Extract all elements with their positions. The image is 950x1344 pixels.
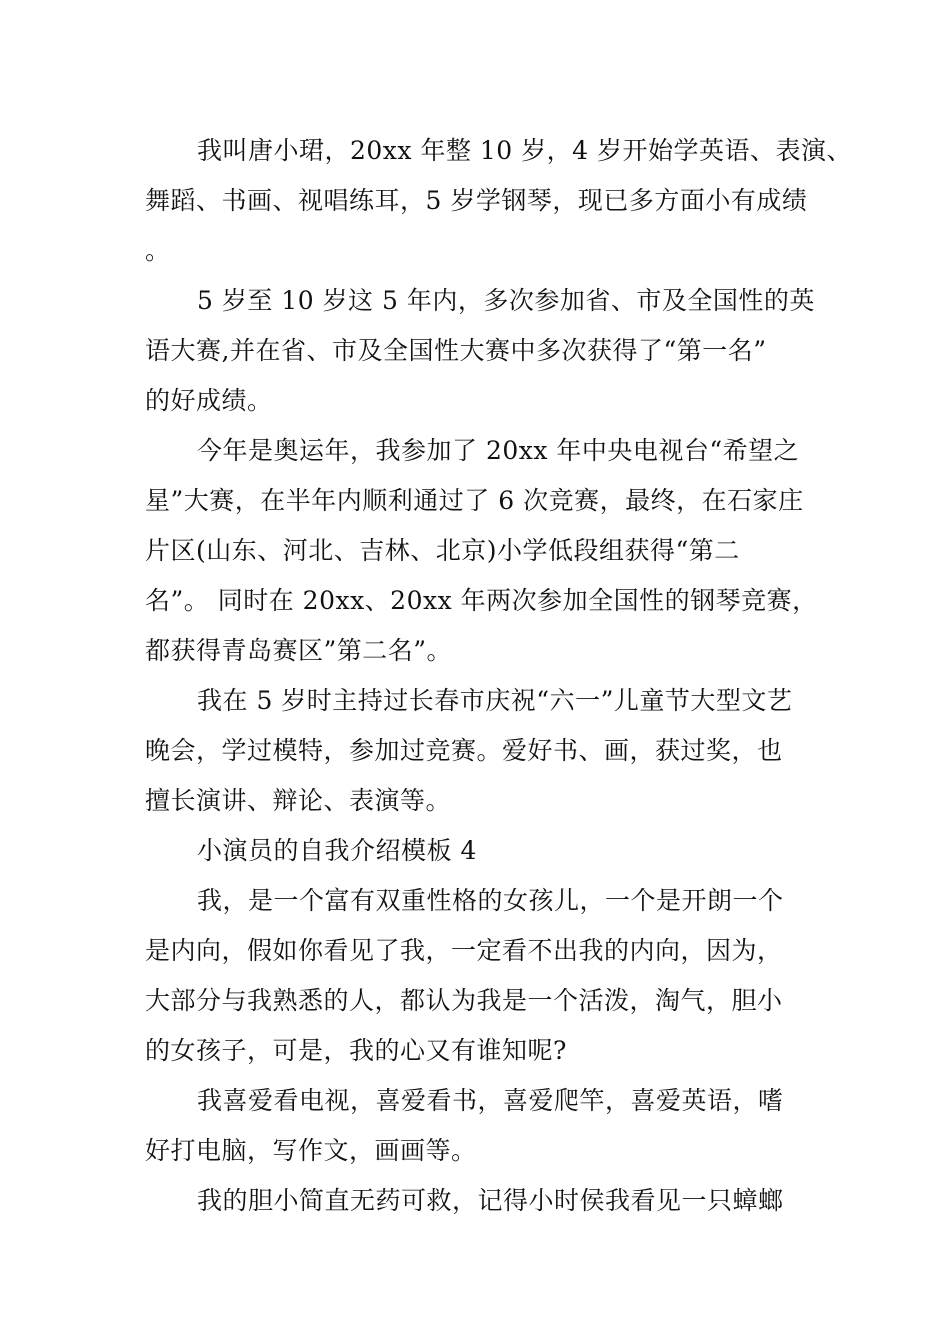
paragraph-4-line-3: 擅长演讲、辩论、表演等。 (145, 786, 452, 815)
paragraph-5-line-3: 大部分与我熟悉的人，都认为我是一个活泼，淘气，胆小 (145, 986, 783, 1015)
paragraph-6-line-1: 我喜爱看电视，喜爱看书，喜爱爬竿，喜爱英语，嗜 (197, 1086, 784, 1115)
paragraph-4-line-1: 我在 5 岁时主持过长春市庆祝“六一”儿童节大型文艺 (197, 686, 793, 715)
paragraph-5-line-4: 的女孩子，可是，我的心又有谁知呢? (145, 1036, 567, 1065)
paragraph-2-line-3: 的好成绩。 (145, 386, 273, 415)
paragraph-1-line-1: 我叫唐小珺，20xx 年整 10 岁，4 岁开始学英语、表演、 (197, 136, 853, 165)
section-heading: 小演员的自我介绍模板 4 (197, 836, 477, 865)
paragraph-3-line-4: 名”。 同时在 20xx、20xx 年两次参加全国性的钢琴竞赛， (145, 586, 818, 615)
paragraph-5-line-2: 是内向，假如你看见了我，一定看不出我的内向，因为， (145, 936, 783, 965)
paragraph-5-line-1: 我，是一个富有双重性格的女孩儿，一个是开朗一个 (197, 886, 784, 915)
paragraph-6-line-2: 好打电脑，写作文，画画等。 (145, 1136, 477, 1165)
paragraph-1-line-3: 。 (145, 236, 171, 265)
paragraph-3-line-2: 星”大赛，在半年内顺利通过了 6 次竞赛，最终，在石家庄 (145, 486, 804, 515)
paragraph-7-line-1: 我的胆小简直无药可救，记得小时侯我看见一只蟑螂 (197, 1186, 784, 1215)
paragraph-4-line-2: 晚会，学过模特，参加过竞赛。爱好书、画，获过奖，也 (145, 736, 783, 765)
paragraph-3-line-5: 都获得青岛赛区”第二名”。 (145, 636, 453, 665)
paragraph-3-line-1: 今年是奥运年，我参加了 20xx 年中央电视台“希望之 (197, 436, 800, 465)
paragraph-3-line-3: 片区(山东、河北、吉林、北京)小学低段组获得“第二 (145, 536, 740, 565)
paragraph-2-line-2: 语大赛,并在省、市及全国性大赛中多次获得了“第一名” (145, 336, 767, 365)
paragraph-1-line-2: 舞蹈、书画、视唱练耳，5 岁学钢琴，现已多方面小有成绩 (145, 186, 808, 215)
paragraph-2-line-1: 5 岁至 10 岁这 5 年内，多次参加省、市及全国性的英 (197, 286, 815, 315)
